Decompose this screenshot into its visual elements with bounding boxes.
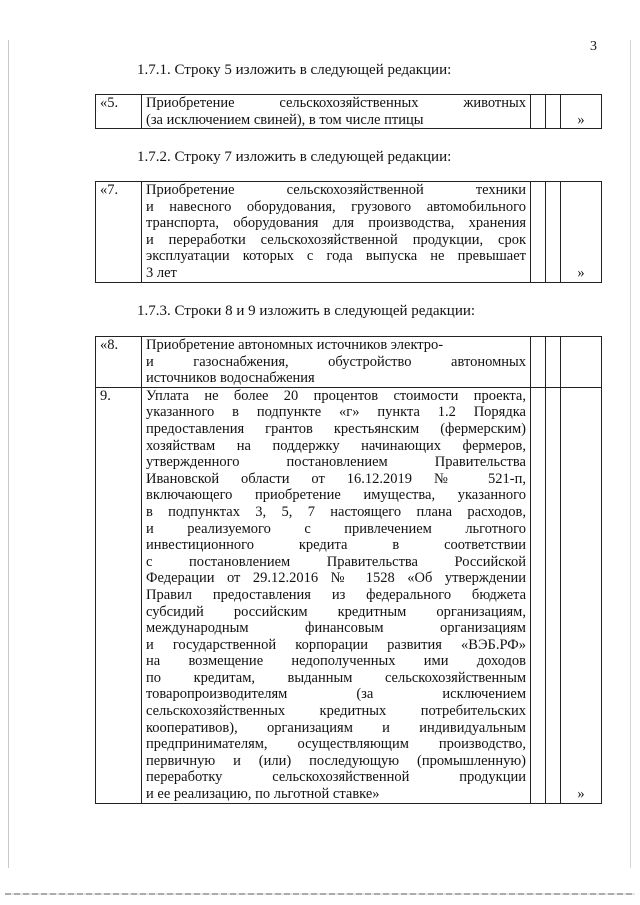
table-rows-8-9 xyxy=(95,336,602,804)
text-line: по кредитам, выданным сельскохозяйственным xyxy=(146,669,526,686)
row-description xyxy=(142,387,531,803)
text-line: Правил предоставления из федерального бюджета xyxy=(146,586,526,603)
row-number: «7. xyxy=(96,182,142,283)
text-line: переработку сельскохозяйственной продукции xyxy=(146,769,526,786)
text-line: 3 лет xyxy=(146,264,177,281)
text-line: источников водоснабжения xyxy=(146,370,315,387)
empty-cell xyxy=(546,337,561,388)
row-description xyxy=(142,95,531,129)
closing-quote: » xyxy=(561,387,602,803)
text-line: субсидий российским кредитным организациям, xyxy=(146,603,526,620)
empty-cell xyxy=(531,337,546,388)
empty-cell xyxy=(546,387,561,803)
table-row-7 xyxy=(95,181,602,283)
text-line: Федерации от 29.12.2016 № 1528 «Об утверждении xyxy=(146,570,526,587)
text-line: товаропроизводителям (за исключением xyxy=(146,686,526,703)
row-number: «8. xyxy=(96,337,142,388)
text-line: инвестиционного кредита в соответствии xyxy=(146,537,526,554)
text-line: указанного в подпункте «г» пункта 1.2 Порядка xyxy=(146,404,526,421)
text-line: Приобретение сельскохозяйственных животных xyxy=(146,95,526,111)
text-line: Приобретение автономных источников электро- xyxy=(146,337,444,353)
text-line: и ее реализацию, по льготной ставке» xyxy=(146,786,380,803)
heading-1-7-2: 1.7.2. Строку 7 изложить в следующей редакции: xyxy=(137,149,452,165)
text-line: и переработки сельскохозяйственной продукции, срок xyxy=(146,231,526,248)
text-line: и государственной корпорации развития «ВЭБ.РФ» xyxy=(146,636,526,653)
text-line: транспорта, оборудования для производства, хранения xyxy=(146,215,526,232)
scan-bottom-artifact xyxy=(5,893,635,895)
empty-cell xyxy=(531,95,546,129)
text-line: Ивановской области от 16.12.2019 № 521-п, xyxy=(146,470,526,487)
row-description xyxy=(142,182,531,283)
table-row xyxy=(96,95,602,129)
heading-1-7-3: 1.7.3. Строки 8 и 9 изложить в следующей редакции: xyxy=(137,303,476,319)
text-line: и реализуемого с привлечением льготного xyxy=(146,520,526,537)
text-line: Уплата не более 20 процентов стоимости проекта, xyxy=(146,387,526,404)
text-line: в подпунктах 3, 5, 7 настоящего плана расходов, xyxy=(146,503,526,520)
text-line: первичную и (или) последующую (промышленную) xyxy=(146,752,526,769)
closing-quote xyxy=(561,337,602,388)
scan-right-edge xyxy=(630,40,631,868)
text-line: и навесного оборудования, грузового автомобильного xyxy=(146,198,526,215)
table-row xyxy=(96,337,602,388)
empty-cell xyxy=(531,387,546,803)
table-row xyxy=(96,182,602,283)
text-line: сельскохозяйственных кредитных потребительских xyxy=(146,703,526,720)
heading-1-7-1: 1.7.1. Строку 5 изложить в следующей редакции: xyxy=(137,62,452,78)
row-number: «5. xyxy=(96,95,142,129)
page-number: 3 xyxy=(590,39,597,54)
text-line: эксплуатации которых с года выпуска не превышает xyxy=(146,248,526,265)
text-line: предпринимателям, осуществляющим производство, xyxy=(146,736,526,753)
text-line: предоставления грантов крестьянским (фермерским) xyxy=(146,420,526,437)
text-line: и газоснабжения, обустройство автономных xyxy=(146,353,526,370)
text-line: утвержденного постановлением Правительства xyxy=(146,454,526,471)
closing-quote: » xyxy=(561,95,602,129)
text-line: кооперативов), организациям и индивидуальным xyxy=(146,719,526,736)
text-line: включающего приобретение имущества, указанного xyxy=(146,487,526,504)
empty-cell xyxy=(546,95,561,129)
closing-quote: » xyxy=(561,182,602,283)
scan-left-edge xyxy=(8,40,9,868)
row-description xyxy=(142,337,531,388)
text-line: на возмещение недополученных ими доходов xyxy=(146,653,526,670)
table-row-5 xyxy=(95,94,602,129)
empty-cell xyxy=(531,182,546,283)
text-line: хозяйствам на поддержку начинающих фермеров, xyxy=(146,437,526,454)
text-line: международным финансовым организациям xyxy=(146,620,526,637)
empty-cell xyxy=(546,182,561,283)
text-line: с постановлением Правительства Российской xyxy=(146,553,526,570)
text-line: (за исключением свиней), в том числе птицы xyxy=(146,111,424,128)
row-number: 9. xyxy=(96,387,142,803)
table-row xyxy=(96,387,602,803)
text-line: Приобретение сельскохозяйственной техники xyxy=(146,182,526,198)
